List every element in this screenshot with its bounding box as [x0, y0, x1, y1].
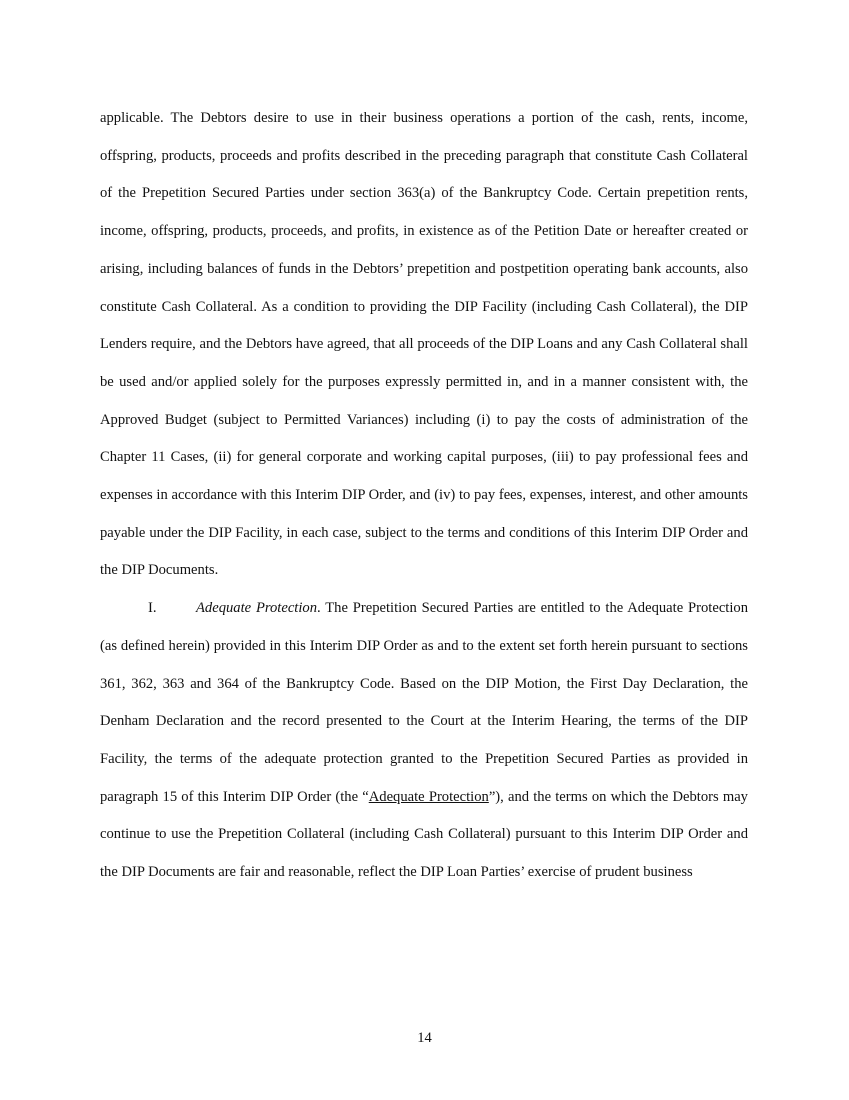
- page-number: 14: [417, 1030, 432, 1046]
- paragraph-text-part-2: ”), and the terms on which the Debtors may continue to use the Prepetition Collateral (including Cash Collateral) pursuant to this Interim DIP Order and the DIP Documents are fair and reasonable, reflect the DIP Loan Parties’ exercise of prudent business: [100, 788, 748, 881]
- paragraph-number: I.: [148, 600, 157, 617]
- paragraph-heading: Adequate Protection: [196, 600, 318, 617]
- paragraph-text-part-1: . The Prepetition Secured Parties are entitled to the Adequate Protection (as defined herein) provided in this Interim DIP Order as and to the extent set forth herein pursuant to sections 361, 362, 363 and 364 of the Bankruptcy Code. Based on the DIP Motion, the First Day Declaration, the Denham Declaration and the record presented to the Court at the Interim Hearing, the terms of the DIP Facility, the terms of the adequate protection granted to the Prepetition Secured Parties as provided in paragraph 15 of this Interim DIP Order (the “: [100, 600, 748, 805]
- document-page: [100, 100, 748, 892]
- defined-term: Adequate Protection: [368, 788, 489, 805]
- paragraph-i: [100, 590, 748, 892]
- paragraph-continued: applicable. The Debtors desire to use in their business operations a portion of the cash, rents, income, offspring, products, proceeds and profits described in the preceding paragraph that constitute Cash Collateral of the Prepetition Secured Parties under section 363(a) of the Bankruptcy Code. Certain prepetition rents, income, offspring, products, proceeds, and profits, in existence as of the Petition Date or hereafter created or arising, including balances of funds in the Debtors’ prepetition and postpetition operating bank accounts, also constitute Cash Collateral. As a condition to providing the DIP Facility (including Cash Collateral), the DIP Lenders require, and the Debtors have agreed, that all proceeds of the DIP Loans and any Cash Collateral shall be used and/or applied solely for the purposes expressly permitted in, and in a manner consistent with, the Approved Budget (subject to Permitted Variances) including (i) to pay the costs of administration of the Chapter 11 Cases, (ii) for general corporate and working capital purposes, (iii) to pay professional fees and expenses in accordance with this Interim DIP Order, and (iv) to pay fees, expenses, interest, and other amounts payable under the DIP Facility, in each case, subject to the terms and conditions of this Interim DIP Order and the DIP Documents.: [100, 110, 748, 579]
